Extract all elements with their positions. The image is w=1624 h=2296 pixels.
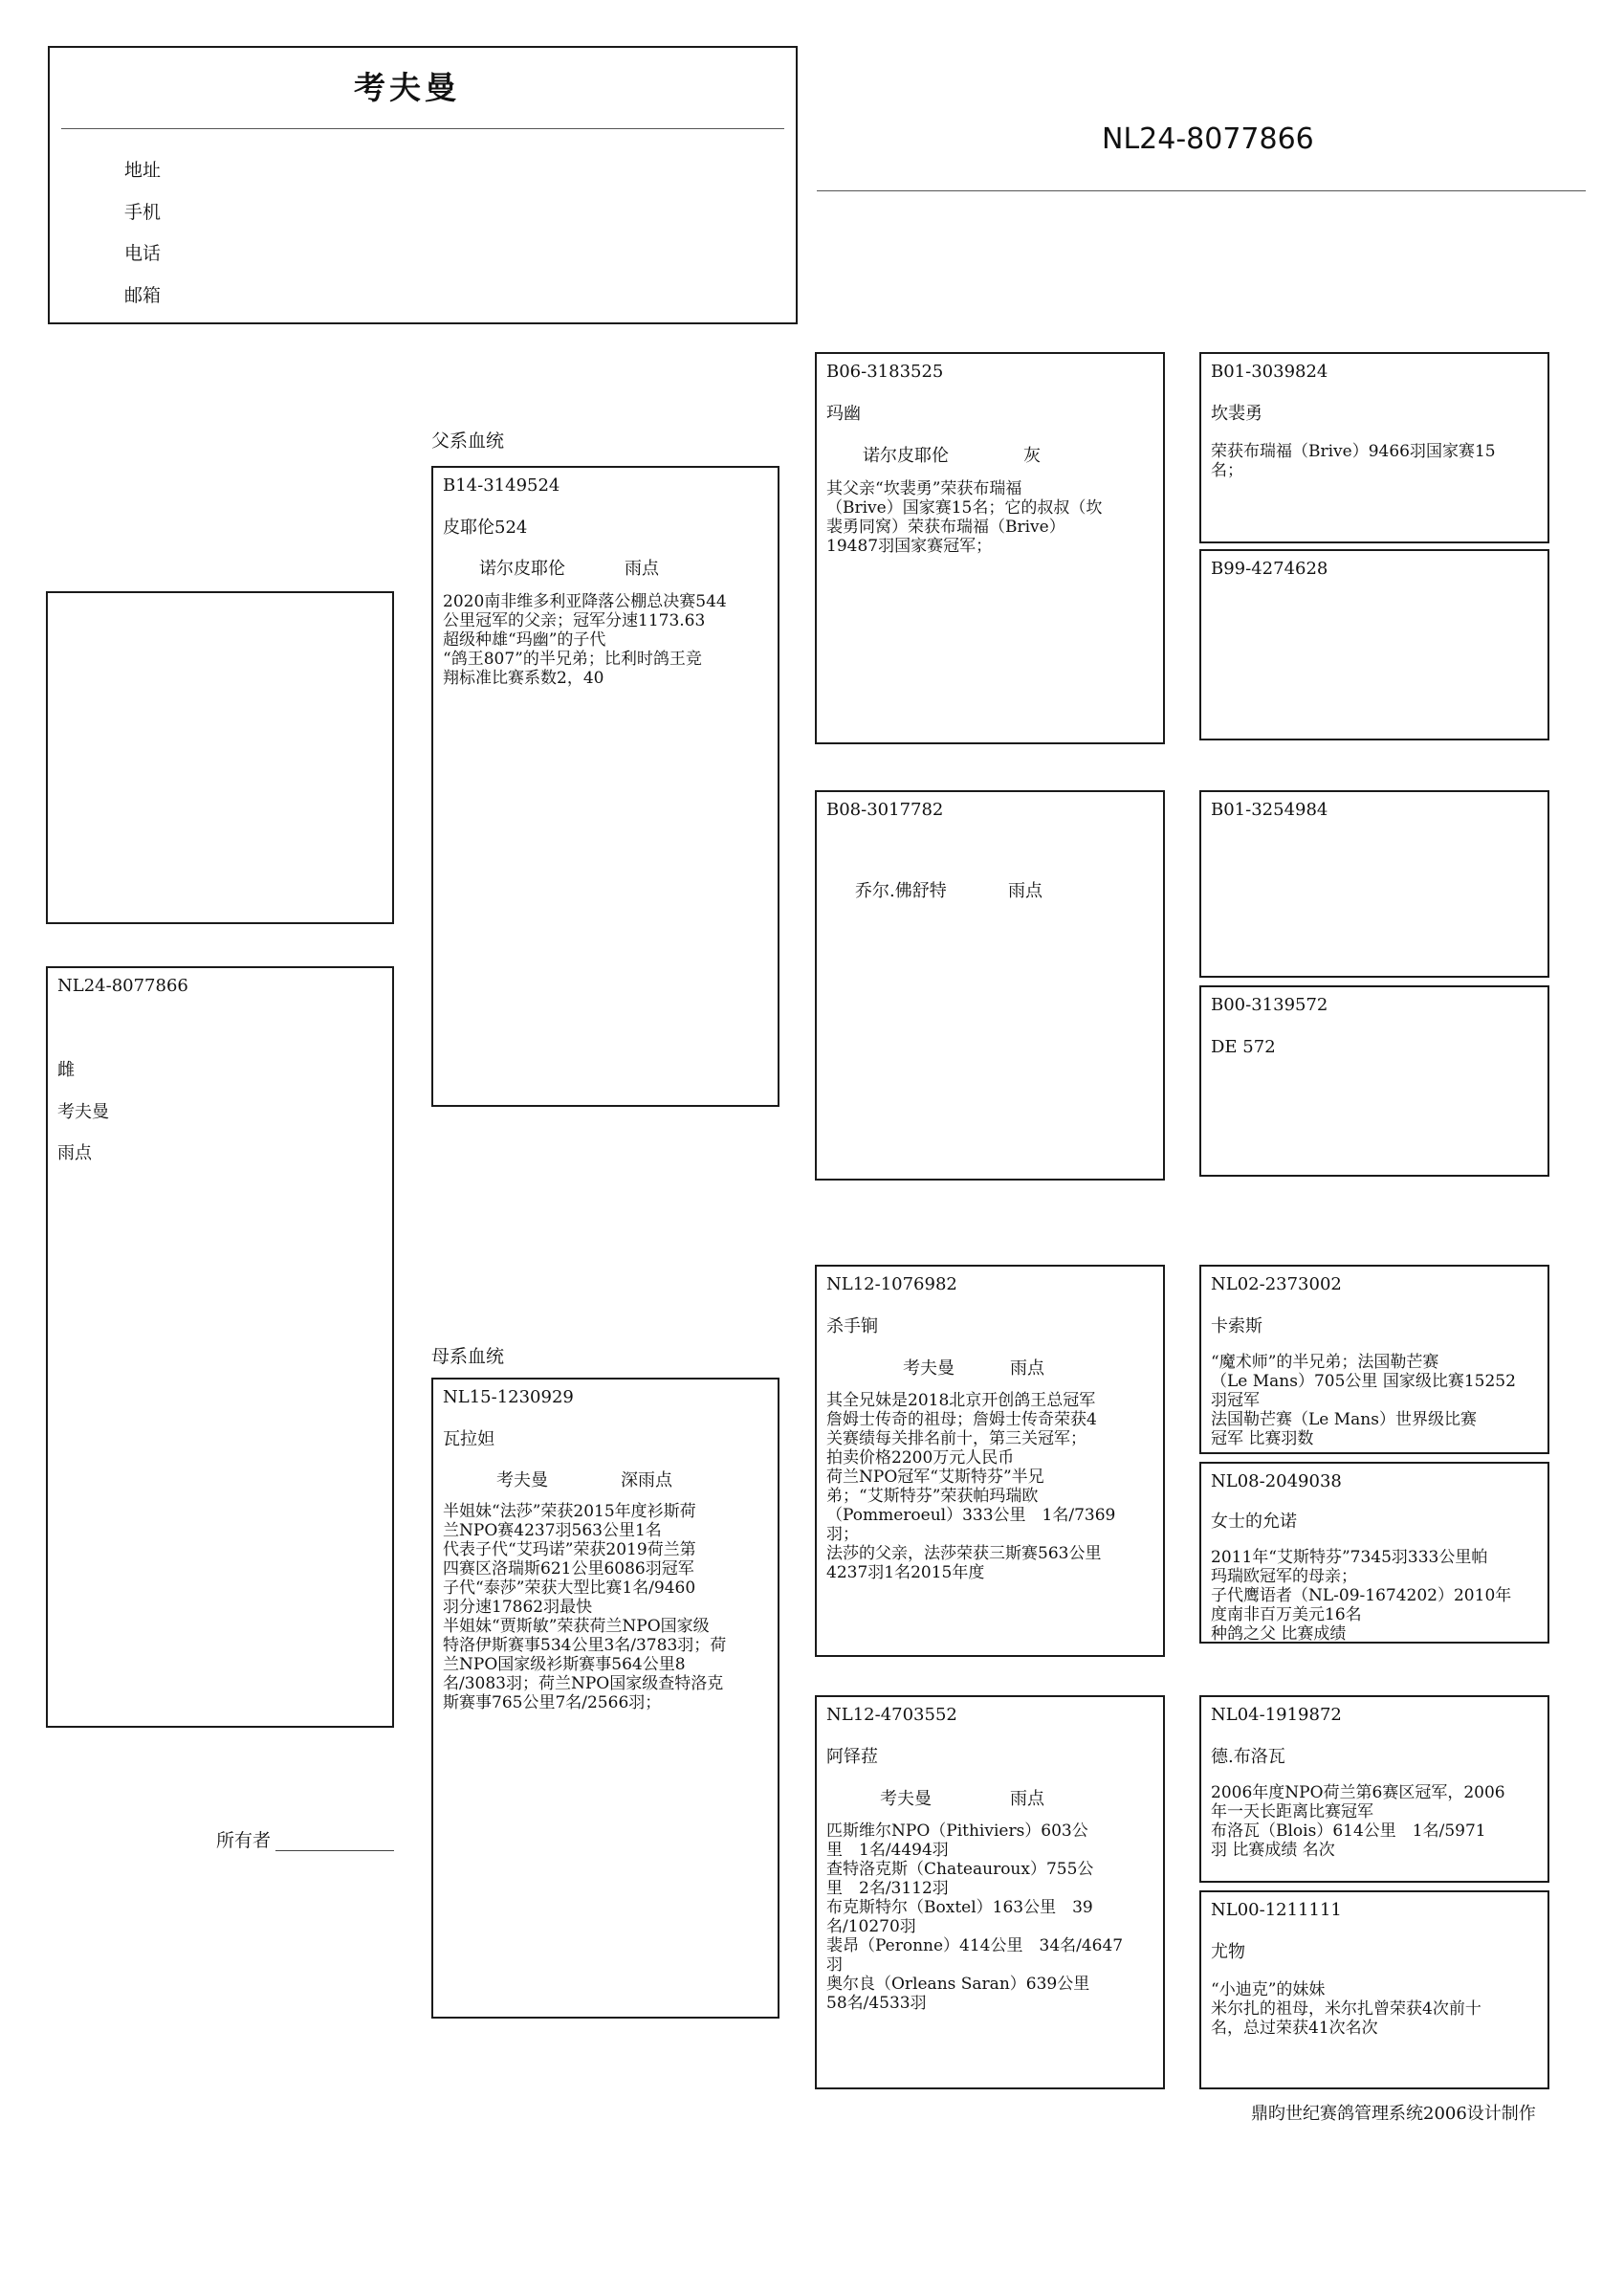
dam-box — [431, 1378, 779, 2019]
ddd-box — [1199, 1890, 1549, 2089]
sire-color: 雨点 — [625, 559, 659, 579]
subject-breeder: 考夫曼 — [57, 1102, 109, 1122]
sire-sire-name: 玛幽 — [826, 404, 861, 424]
dsd-ring: NL08-2049038 — [1211, 1471, 1342, 1491]
dds-box — [1199, 1695, 1549, 1883]
dds-ring: NL04-1919872 — [1211, 1705, 1342, 1725]
sss-name: 坎裴勇 — [1211, 404, 1262, 424]
sire-line-label: 父系血统 — [431, 430, 505, 452]
ddd-name: 尤物 — [1211, 1942, 1245, 1962]
sire-sire-color: 灰 — [1023, 446, 1041, 466]
dam-dam-name: 阿铎菈 — [826, 1747, 878, 1767]
ssd-ring: B99-4274628 — [1211, 559, 1328, 579]
dam-color: 深雨点 — [621, 1470, 672, 1490]
dam-sire-box — [815, 1265, 1165, 1657]
photo-box — [46, 591, 394, 924]
footer-credit: 鼎昀世纪赛鸽管理系统2006设计制作 — [1251, 2104, 1536, 2124]
ddd-notes: “小迪克”的妹妹 米尔扎的祖母，米尔扎曾荣获4次前十 名，总过荣获41次名次 — [1211, 1980, 1481, 2038]
sdd-ring: B00-3139572 — [1211, 995, 1328, 1015]
dss-box — [1199, 1265, 1549, 1454]
sire-dam-box — [815, 790, 1165, 1181]
dsd-name: 女士的允诺 — [1211, 1512, 1297, 1532]
dam-sire-ring: NL12-1076982 — [826, 1274, 957, 1294]
sire-dam-color: 雨点 — [1008, 881, 1042, 901]
sss-box — [1199, 352, 1549, 543]
dss-notes: “魔术师”的半兄弟；法国勒芒赛 （Le Mans）705公里 国家级比赛15252 羽冠军 法国勒芒赛（Le Mans）世界级比赛 冠军 比赛羽数 — [1211, 1353, 1516, 1448]
dss-name: 卡索斯 — [1211, 1316, 1262, 1336]
ssd-box — [1199, 549, 1549, 740]
dam-dam-ring: NL12-4703552 — [826, 1705, 957, 1725]
owner-header-box — [48, 46, 798, 324]
dam-ring: NL15-1230929 — [443, 1387, 574, 1407]
owner-label: 所有者 — [216, 1830, 272, 1851]
dam-name: 瓦拉妲 — [443, 1429, 494, 1449]
sire-sire-ring: B06-3183525 — [826, 362, 944, 382]
dam-sire-breeder: 考夫曼 — [903, 1358, 955, 1379]
dss-ring: NL02-2373002 — [1211, 1274, 1342, 1294]
dam-dam-notes: 匹斯维尔NPO（Pithiviers）603公 里 1名/4494羽 查特洛克斯（Chateauroux）755公 里 2名/3112羽 布克斯特尔（Boxtel）163公里 39 名/10270羽 裴昂（Peronne）414公里 34名/4647 羽 奥尔良（Orleans Saran）639公里 58名/4533羽 — [826, 1821, 1124, 2013]
sire-dam-breeder: 乔尔.佛舒特 — [855, 881, 947, 901]
sire-box — [431, 466, 779, 1107]
dam-dam-box — [815, 1695, 1165, 2089]
header-divider — [61, 128, 784, 129]
owner-name: 考夫曼 — [354, 69, 460, 106]
sire-sire-notes: 其父亲“坎裴勇”荣获布瑞福 （Brive）国家赛15名；它的叔叔（坎 裴勇同窝）荣获布瑞福（Brive） 19487羽国家赛冠军； — [826, 479, 1103, 556]
dam-sire-notes: 其全兄妹是2018北京开创鸽王总冠军 詹姆士传奇的祖母；詹姆士传奇荣获4 关赛绩每关排名前十，第三关冠军； 拍卖价格2200万元人民币 荷兰NPO冠军“艾斯特芬”半兄 弟；“艾斯特芬”荣获帕玛瑞欧 （Pommeroeul）333公里 1名/7369 羽； 法莎的父亲，法莎荣获三斯赛563公里 4237羽1名2015年度 — [826, 1391, 1116, 1582]
sss-notes: 荣获布瑞福（Brive）9466羽国家赛15 名； — [1211, 442, 1496, 480]
dam-breeder: 考夫曼 — [496, 1470, 548, 1490]
sire-sire-breeder: 诺尔皮耶伦 — [863, 446, 949, 466]
owner-signature-line — [275, 1850, 394, 1851]
mobile-label: 手机 — [124, 202, 162, 223]
address-label: 地址 — [124, 160, 162, 181]
phone-label: 电话 — [124, 243, 162, 264]
header-right-line — [817, 190, 1586, 191]
sire-notes: 2020南非维多利亚降落公棚总决赛544 公里冠军的父亲；冠军分速1173.63 超级种雄“玛幽”的子代 “鸽王807”的半兄弟；比利时鸽王竞 翔标准比赛系数2，40 — [443, 592, 727, 688]
sdd-name: DE 572 — [1211, 1037, 1276, 1057]
sire-dam-ring: B08-3017782 — [826, 800, 944, 820]
sdd-box — [1199, 985, 1549, 1177]
ddd-ring: NL00-1211111 — [1211, 1900, 1342, 1920]
subject-box — [46, 966, 394, 1728]
sire-name: 皮耶伦524 — [443, 518, 528, 538]
subject-color: 雨点 — [57, 1143, 92, 1163]
subject-ring: NL24-8077866 — [57, 976, 188, 996]
dds-notes: 2006年度NPO荷兰第6赛区冠军，2006 年一天长距离比赛冠军 布洛瓦（Blois）614公里 1名/5971 羽 比赛成绩 名次 — [1211, 1783, 1505, 1860]
sss-ring: B01-3039824 — [1211, 362, 1328, 382]
subject-sex: 雌 — [57, 1060, 75, 1080]
header-ring-number: NL24-8077866 — [1102, 122, 1314, 156]
email-label: 邮箱 — [124, 285, 162, 306]
sire-breeder: 诺尔皮耶伦 — [479, 559, 565, 579]
dam-line-label: 母系血统 — [431, 1346, 505, 1367]
dsd-notes: 2011年“艾斯特芬”7345羽333公里帕 玛瑞欧冠军的母亲； 子代鹰语者（NL-09-1674202）2010年 度南非百万美元16名 种鸽之父 比赛成绩 — [1211, 1548, 1512, 1644]
dam-sire-color: 雨点 — [1010, 1358, 1044, 1379]
sds-box — [1199, 790, 1549, 978]
sds-ring: B01-3254984 — [1211, 800, 1328, 820]
dsd-box — [1199, 1462, 1549, 1644]
dds-name: 德.布洛瓦 — [1211, 1747, 1285, 1767]
dam-sire-name: 杀手锏 — [826, 1316, 878, 1336]
dam-dam-color: 雨点 — [1010, 1789, 1044, 1809]
sire-ring: B14-3149524 — [443, 475, 560, 496]
sire-sire-box — [815, 352, 1165, 744]
dam-notes: 半姐妹“法莎”荣获2015年度衫斯荷 兰NPO赛4237羽563公里1名 代表子代“艾玛诺”荣获2019荷兰第 四赛区洛瑞斯621公里6086羽冠军 子代“泰莎”荣获大型比赛1名/9460 羽分速17862羽最快 半姐妹“贾斯敏”荣获荷兰NPO国家级 特洛伊斯赛事534公里3名/3783羽；荷 兰NPO国家级衫斯赛事564公里8 名/3083羽；荷兰NPO国家级查特洛克 斯赛事765公里7名/2566羽； — [443, 1502, 727, 1712]
dam-dam-breeder: 考夫曼 — [880, 1789, 932, 1809]
